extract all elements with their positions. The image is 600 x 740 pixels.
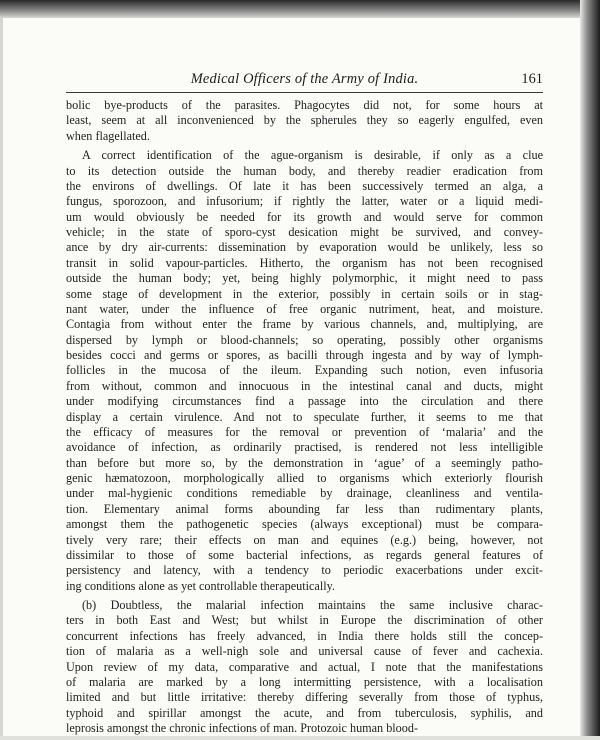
scan-border-right [580, 0, 600, 740]
running-header [66, 71, 543, 91]
text-line: under mal-hygienic conditions remediable by drainage, cleanliness and ventila- [66, 486, 543, 501]
text-line: dispersed by lymph or blood-channels; so operating, possibly other organisms [66, 332, 543, 347]
text-line: concurrent infections has freely advanced, in India there holds still the concep- [66, 628, 543, 643]
text-line: to its detection outside the human body, and thereby readier eradication from [66, 163, 543, 178]
text-line: the efficacy of measures for the removal or prevention of ‘malaria’ and the [66, 424, 543, 439]
text-line: fungus, sporozoon, and infusorium; if rightly the latter, water or a liquid medi- [66, 194, 543, 209]
text-line: the environs of dwellings. Of late it has been successively termed an alga, a [66, 178, 543, 193]
text-line: display a certain virulence. And not to speculate further, it seems to me that [66, 409, 543, 424]
text-line: when flagellated. [66, 128, 150, 143]
text-line: amongst them the pathogenetic species (always exceptional) must be compara- [66, 517, 543, 532]
text-line: avoidance of infection, as ordinarily practised, is rendered not less intelligible [66, 440, 543, 455]
text-line: (b) Doubtless, the malarial infection maintains the same inclusive charac- [82, 598, 543, 612]
text-line: ters in both East and West; but whilst in Europe the discrimination of other [66, 613, 543, 628]
text-line: limited and but little irritative: thereby differing severally from those of typhus, [66, 690, 543, 705]
paragraph [66, 598, 543, 736]
text-line: least, seem at all inconvenienced by the spherules they so eagerly engulfed, even [66, 113, 543, 128]
text-line: from without, common and innocuous in the intestinal canal and ducts, might [66, 378, 543, 393]
header-title: Medical Officers of the Army of India. [190, 71, 419, 87]
text-line: Upon review of my data, comparative and actual, I note that the manifestations [66, 659, 543, 674]
scan-border-bottom [0, 736, 600, 740]
text-line: ing conditions alone as yet controllable therapeutically. [66, 578, 335, 593]
header-rule [66, 92, 543, 93]
text-line: nant water, under the influence of free organic nutriment, heat, and moisture. [66, 301, 543, 316]
scan-border-top [0, 0, 600, 18]
text-line: dissimilar to those of some bacterial infections, as regards general features of [66, 547, 543, 562]
body-text [66, 98, 543, 736]
text-line: besides cocci and germs or spores, as bacilli through ingesta and by way of lymph- [66, 348, 543, 362]
text-line: transit in solid vapour-particles. Hitherto, the organism has not been recognised [66, 255, 543, 270]
text-line: A correct identification of the ague-organism is desirable, if only as a clue [82, 148, 543, 163]
text-line: ance by dry air-currents: dissemination by evaporation would be unlikely, less so [66, 240, 543, 255]
text-line: than before but more so, by the demonstration in ‘ague’ of a seemingly patho- [66, 455, 543, 470]
text-line: under modifying circumstances find a passage into the circulation and there [66, 394, 543, 409]
text-line: leprosis amongst the chronic infections of man. Protozoic human blood- [66, 721, 419, 735]
text-line: typhoid and spirillar amongst the acute, and from tuberculosis, syphilis, and [66, 705, 543, 720]
text-line: vehicle; in the state of sporo-cyst desication might be survived, and convey- [66, 225, 543, 239]
text-line: genic hæmatozoon, morphologically allied to organisms which exteriorly flourish [66, 471, 543, 485]
scan-border-left [0, 18, 3, 740]
text-line: bolic bye-products of the parasites. Phagocytes did not, for some hours at [66, 98, 543, 112]
text-line: outside the human body; yet, being highly polymorphic, it might need to pass [66, 271, 543, 286]
text-line: of malaria are marked by a long intermitting persistence, with a localisation [66, 674, 543, 689]
paragraph [66, 98, 543, 144]
paragraph [66, 148, 543, 594]
text-line: persistency and latency, with a tendency to periodic exacerbations under excit- [66, 563, 543, 578]
text-line: some stage of development in the exterior, possibly in certain soils or in stag- [66, 286, 543, 301]
text-line: tion of malaria as a well-nigh sole and universal cause of fever and cachexia. [66, 644, 543, 659]
text-line: follicles in the mucosa of the ileum. Expanding such notion, even infusoria [66, 363, 543, 378]
text-line: um would obviously be needed for its growth and would serve for common [66, 209, 543, 224]
text-line: Contagia from without enter the frame by various channels, and, multiplying, are [66, 317, 543, 332]
text-line: tion. Elementary animal forms abounding far less than rudimentary plants, [66, 501, 543, 516]
page-number: 161 [521, 71, 543, 87]
text-line: tively very rare; their effects on man and equines (e.g.) being, however, not [66, 532, 543, 547]
